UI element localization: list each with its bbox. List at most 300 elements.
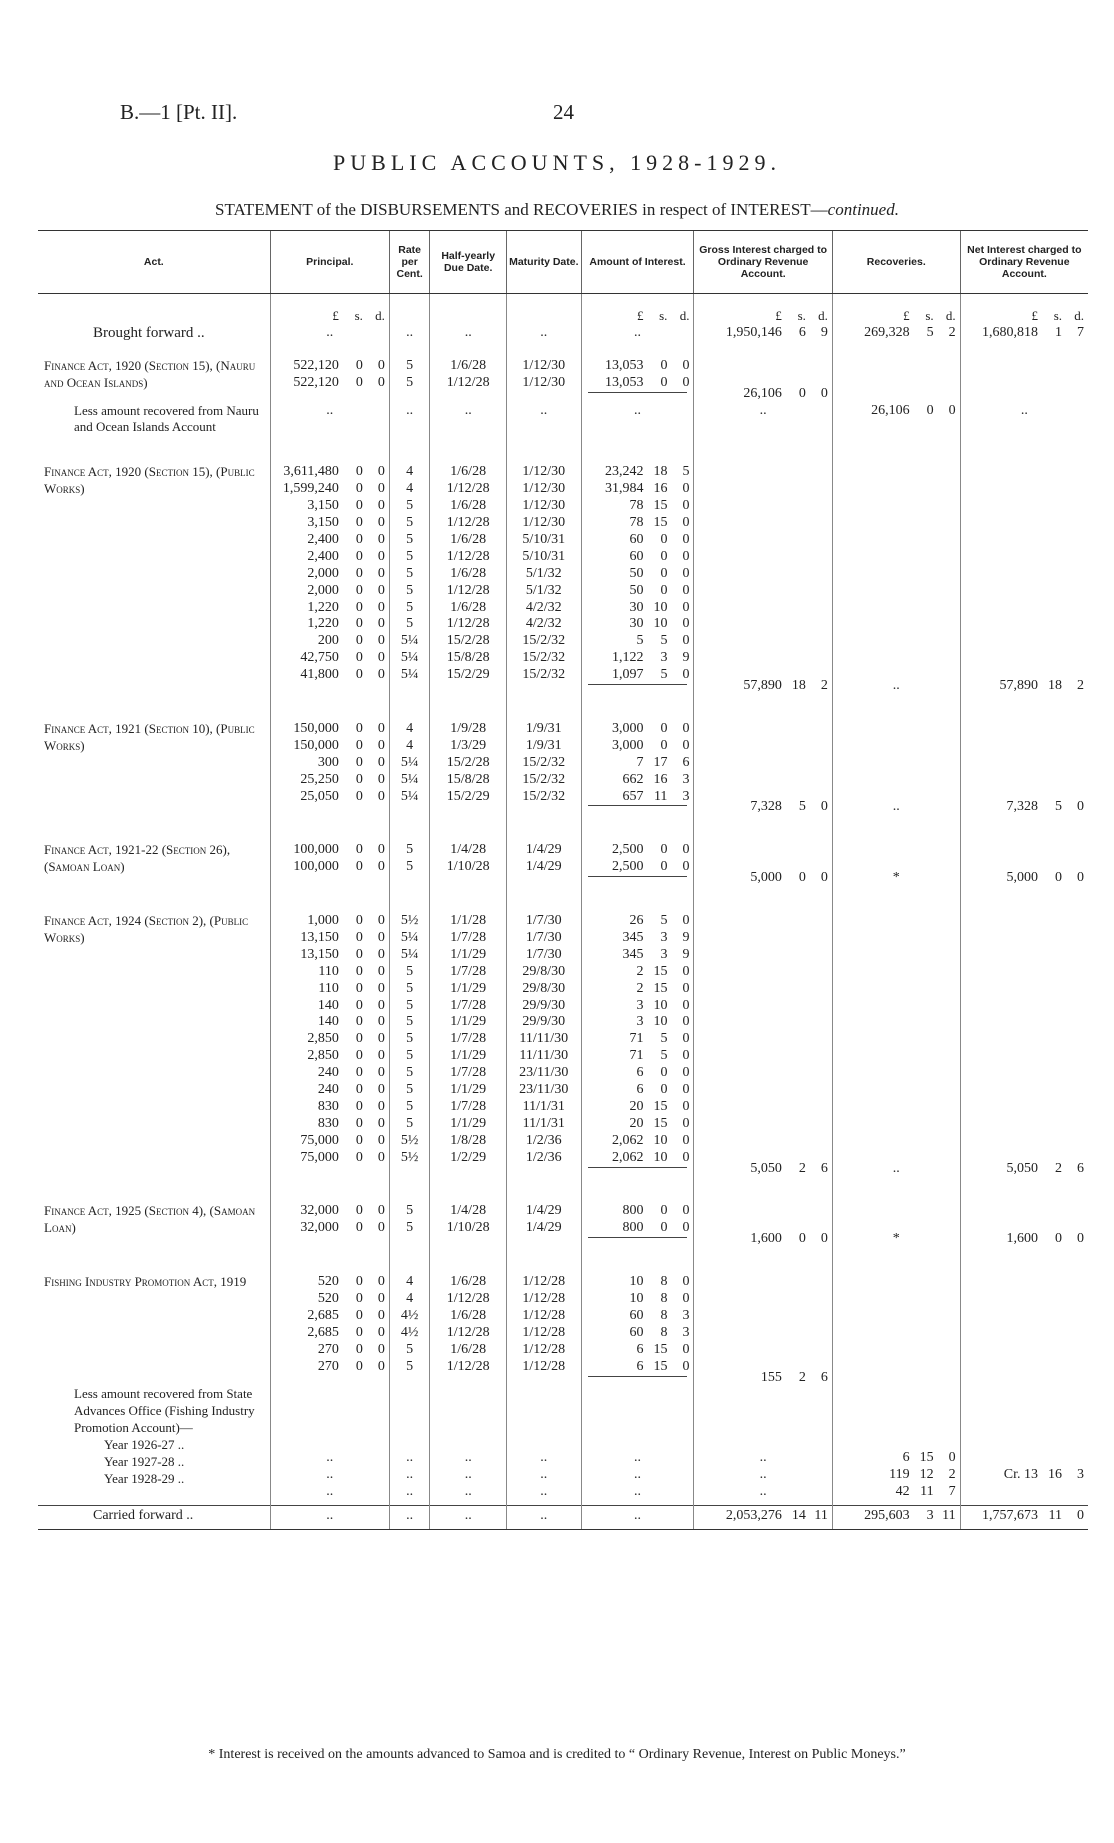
maturity-date: 4/2/32 (525, 599, 562, 615)
act-name: Finance Act, 1921-22 (Section 26), (Samoan Loan) (44, 842, 231, 875)
document-reference: B.—1 [Pt. II]. (120, 100, 238, 124)
maturity-date: 1/12/28 (522, 1358, 566, 1374)
currency-s: s. (797, 308, 806, 323)
principal-amount-shillings: 0 (355, 1065, 363, 1081)
brought-forward-label: Brought forward .. (93, 324, 205, 341)
rate-value: 5 (406, 1341, 414, 1357)
maturity-date-list (507, 721, 581, 806)
maturity-date-list (507, 1203, 581, 1237)
principal-amount (271, 1203, 389, 1220)
act-section (38, 842, 1088, 887)
due-date: 1/12/28 (446, 1358, 490, 1374)
interest-amount-pounds: 2 (636, 963, 644, 979)
gross-interest (694, 842, 831, 887)
currency-d: d. (679, 308, 690, 323)
maturity-date: 1/2/36 (525, 1149, 562, 1165)
maturity-date-list (507, 913, 581, 1167)
rate-value: 5¼ (400, 667, 419, 683)
principal-amount-shillings: 0 (355, 481, 363, 497)
principal-amount-shillings: 0 (355, 531, 363, 547)
principal-amount-pence: 0 (377, 1149, 385, 1165)
principal-amount-shillings: 0 (355, 1291, 363, 1307)
interest-amount-shillings: 0 (660, 548, 668, 564)
rate-value: 5 (406, 1358, 414, 1374)
maturity-date-list (507, 842, 581, 876)
principal-amount-pence: 0 (377, 650, 385, 666)
rate-value: 5 (406, 565, 414, 581)
due-date-list (430, 842, 506, 876)
interest-amount-pounds: 60 (629, 548, 644, 564)
interest-amount-shillings: 8 (660, 1291, 668, 1307)
year-recovery-shillings: 11 (920, 1484, 934, 1500)
rate-value: 4 (406, 464, 414, 480)
principal-amount-pence: 0 (377, 997, 385, 1013)
principal-amount-pounds: 150,000 (293, 737, 339, 753)
principal-amount-shillings: 0 (355, 997, 363, 1013)
principal-amount-pounds: 830 (317, 1099, 339, 1114)
principal-amount-pounds: 13,150 (300, 946, 339, 962)
interest-amount (582, 481, 694, 498)
spacer-row (38, 344, 1088, 358)
interest-amount-pounds: 10 (629, 1274, 644, 1290)
due-date: 1/1/29 (450, 1014, 487, 1030)
due-date: 1/12/28 (446, 515, 490, 531)
gross-interest (694, 464, 831, 695)
maturity-date: 11/11/30 (519, 1048, 569, 1064)
rate-value: 5 (406, 357, 414, 373)
interest-amount (582, 1203, 694, 1220)
interest-amount-pounds: 50 (629, 582, 644, 598)
spacer-row (38, 887, 1088, 913)
interest-amount (582, 981, 694, 998)
rate-value: 5 (406, 582, 414, 598)
interest-amount-pence: 0 (682, 515, 690, 531)
principal-amount-shillings: 0 (355, 859, 363, 875)
interest-amount-shillings: 8 (660, 1324, 668, 1340)
year-recovery-pence: 0 (948, 1450, 956, 1466)
brought-forward-net-shillings: 1 (1055, 324, 1062, 340)
interest-amount-shillings: 16 (653, 771, 668, 787)
carried-forward-net-pence: 0 (1077, 1508, 1084, 1524)
principal-amount-pence: 0 (377, 1341, 385, 1357)
year-recovery (833, 1484, 960, 1501)
subtotal-rule (588, 1237, 688, 1238)
interest-amount-shillings: 15 (653, 1099, 668, 1114)
net-interest (961, 1203, 1088, 1248)
interest-amount (582, 1133, 694, 1150)
due-date: 1/1/29 (450, 946, 487, 962)
rate-value: 5 (406, 599, 414, 615)
principal-amount-pence: 0 (377, 754, 385, 770)
interest-amount-pounds: 5 (636, 633, 644, 649)
maturity-date: 29/9/30 (522, 1014, 566, 1030)
principal-amount-pounds: 1,220 (307, 616, 339, 632)
due-date: 1/12/28 (446, 548, 490, 564)
principal-amount-pence: 0 (377, 1082, 385, 1098)
recoveries-amount-shillings: 0 (926, 402, 934, 418)
interest-amount-pounds: 6 (636, 1341, 644, 1357)
dots: .. (759, 402, 767, 418)
principal-amount-shillings: 0 (355, 565, 363, 581)
net-interest-pounds: 7,328 (1006, 799, 1038, 815)
rate-value: 4 (406, 720, 414, 736)
dots: .. (634, 1450, 641, 1466)
principal-amount-shillings: 0 (355, 1031, 363, 1047)
dots: .. (406, 1450, 414, 1466)
rate-value: 5 (406, 548, 414, 564)
principal-amount-shillings: 0 (355, 1132, 363, 1148)
interest-amount (582, 532, 694, 549)
net-credit-pounds: Cr. 13 (1003, 1467, 1038, 1483)
interest-amount-pence: 0 (682, 481, 690, 497)
principal-amount-pence: 0 (377, 963, 385, 979)
subtotal-rule (588, 876, 688, 877)
act-name: Finance Act, 1920 (Section 15), (Public Works) (44, 464, 255, 497)
dots: .. (540, 324, 548, 340)
dots: .. (406, 324, 414, 340)
principal-amount-shillings: 0 (355, 1324, 363, 1340)
due-date: 1/6/28 (450, 1307, 487, 1323)
net-interest (961, 842, 1088, 887)
interest-amount-pence: 9 (682, 946, 690, 962)
due-date: 1/2/29 (450, 1149, 487, 1165)
rate-value: 5¼ (400, 771, 419, 787)
due-date: 1/7/28 (450, 929, 487, 945)
principal-amount-shillings: 0 (355, 963, 363, 979)
carried-forward-row (38, 1506, 1088, 1530)
principal-amount (271, 859, 389, 876)
interest-amount-shillings: 5 (660, 1031, 668, 1047)
dots: .. (464, 1450, 472, 1466)
currency-s: s. (659, 308, 668, 323)
interest-amount-pounds: 13,053 (604, 357, 644, 373)
gross-interest-shillings: 2 (798, 1369, 806, 1385)
gross-interest-shillings: 2 (798, 1160, 806, 1176)
maturity-date: 1/9/31 (525, 737, 562, 753)
maturity-date: 15/2/32 (522, 667, 566, 683)
principal-amount (271, 1014, 389, 1031)
principal-amount-pounds: 100,000 (293, 842, 339, 858)
principal-amount-pence: 0 (377, 771, 385, 787)
interest-amount-shillings: 5 (660, 1048, 668, 1064)
maturity-date: 1/12/30 (522, 498, 566, 514)
due-date: 1/9/28 (450, 720, 487, 736)
principal-amount (271, 358, 389, 375)
due-date: 1/6/28 (450, 498, 487, 514)
maturity-date: 1/7/30 (525, 929, 562, 945)
due-date-list (430, 913, 506, 1167)
due-date-list (430, 1274, 506, 1375)
interest-amount-pence: 0 (682, 1115, 690, 1131)
rate-value: 5½ (400, 913, 419, 929)
principal-amount-shillings: 0 (355, 737, 363, 753)
dots: .. (406, 402, 414, 418)
due-date: 1/1/29 (450, 980, 487, 996)
dots-list (694, 1386, 831, 1501)
dots: .. (464, 1484, 472, 1500)
principal-amount-pence: 0 (377, 599, 385, 615)
interest-amount (582, 755, 694, 772)
rate-value: 5 (406, 842, 414, 858)
carried-forward-net-pounds: 1,757,673 (982, 1508, 1038, 1524)
principal-amount-pounds: 32,000 (300, 1203, 339, 1219)
dots: .. (464, 324, 472, 340)
rate-value: 5 (406, 515, 414, 531)
currency-s: s. (354, 308, 363, 323)
interest-amount (582, 1220, 694, 1237)
maturity-date: 1/4/29 (525, 859, 562, 875)
due-date: 1/6/28 (450, 565, 487, 581)
maturity-date: 1/12/30 (522, 515, 566, 531)
recoveries-asterisk: * (892, 870, 900, 886)
interest-amount-shillings: 10 (653, 1132, 668, 1148)
rate-value: 5 (406, 374, 414, 390)
due-date: 1/12/28 (446, 1324, 490, 1340)
interest-amount-shillings: 0 (660, 842, 668, 858)
principal-amount-shillings: 0 (355, 515, 363, 531)
principal-amount-pence: 0 (377, 1048, 385, 1064)
principal-amount-pounds: 13,150 (300, 929, 339, 945)
principal-amount-pounds: 2,850 (307, 1048, 339, 1064)
interest-amount-shillings: 0 (660, 531, 668, 547)
col-gross-interest: Gross Interest charged to Ordinary Revenue Account. (694, 231, 832, 294)
interest-amount (582, 1065, 694, 1082)
dots-list (507, 1386, 581, 1501)
rate-value: 5 (406, 498, 414, 514)
interest-amount-shillings: 0 (660, 1203, 668, 1219)
interest-amount (582, 464, 694, 481)
principal-amount-pounds: 240 (317, 1082, 339, 1098)
interest-amount-pounds: 26 (629, 913, 644, 929)
currency-d: d. (1074, 308, 1084, 323)
interest-amount-pence: 0 (682, 1274, 690, 1290)
interest-amount-pounds: 7 (636, 754, 644, 770)
due-date: 15/2/29 (446, 788, 490, 804)
year-list (44, 1437, 270, 1488)
principal-amount-pounds: 240 (317, 1065, 339, 1081)
rate-list (390, 1203, 429, 1237)
carried-forward-recoveries-pounds: 295,603 (864, 1508, 910, 1524)
net-interest-shillings: 0 (1055, 870, 1062, 886)
net-interest (961, 721, 1088, 816)
principal-amount (271, 842, 389, 859)
dots: .. (634, 402, 641, 418)
interest-amount-pounds: 78 (629, 515, 644, 531)
maturity-date: 1/7/30 (525, 913, 562, 929)
principal-amount-pence: 0 (377, 1324, 385, 1340)
principal-amount (271, 913, 389, 930)
principal-amount-pence: 0 (377, 929, 385, 945)
brought-forward-net-pence: 7 (1077, 324, 1084, 340)
maturity-date: 1/12/28 (522, 1307, 566, 1323)
maturity-date: 1/12/28 (522, 1274, 566, 1290)
year-recovery-shillings: 12 (919, 1467, 934, 1483)
net-credit (961, 1386, 1088, 1484)
due-date: 1/6/28 (450, 357, 487, 373)
year-recovery-pounds: 42 (895, 1484, 910, 1500)
principal-amount-pence: 0 (377, 1014, 385, 1030)
principal-amount (271, 566, 389, 583)
due-date: 15/8/28 (446, 771, 490, 787)
col-due-date: Half-yearly Due Date. (430, 231, 507, 294)
principal-list (271, 913, 389, 1167)
interest-amount (582, 947, 694, 964)
interest-amount-pence: 9 (682, 650, 690, 666)
principal-amount (271, 650, 389, 667)
principal-amount-pounds: 32,000 (300, 1220, 339, 1236)
interest-amount (582, 1014, 694, 1031)
interest-amount-pounds: 60 (629, 1307, 644, 1323)
subtotal-rule (588, 805, 688, 806)
principal-amount (271, 1342, 389, 1359)
subtotal-rule (588, 1167, 688, 1168)
principal-amount-pence: 0 (377, 980, 385, 996)
due-date: 1/1/29 (450, 1082, 487, 1098)
rate-value: 4 (406, 737, 414, 753)
interest-amount-list (582, 913, 694, 1168)
maturity-date: 1/12/30 (522, 374, 566, 390)
principal-amount-pence: 0 (377, 616, 385, 632)
carried-forward-net (961, 1508, 1088, 1525)
act-section (38, 721, 1088, 816)
rate-value: 5 (406, 1048, 414, 1064)
principal-amount (271, 930, 389, 947)
principal-amount-pounds: 270 (317, 1341, 339, 1357)
interest-amount (582, 549, 694, 566)
due-date: 1/6/28 (450, 1274, 487, 1290)
due-date: 1/7/28 (450, 1065, 487, 1081)
currency-net (961, 308, 1088, 325)
maturity-date: 11/11/30 (519, 1031, 569, 1047)
interest-amount-pence: 0 (682, 1203, 690, 1219)
principal-list (271, 1203, 389, 1237)
interest-amount-pounds: 345 (622, 946, 644, 962)
currency-d: d. (945, 308, 956, 323)
rate-value: 5¼ (400, 754, 419, 770)
gross-interest-shillings: 0 (798, 1231, 806, 1247)
interest-amount-shillings: 10 (653, 599, 668, 615)
principal-amount (271, 515, 389, 532)
dots: .. (634, 324, 641, 340)
less-recovered-label: Less amount recovered from Nauru and Ocean Islands Account (74, 402, 259, 435)
interest-amount-pounds: 60 (629, 1324, 644, 1340)
interest-amount-list (582, 358, 694, 393)
principal-amount (271, 375, 389, 392)
rate-value: 5 (406, 1065, 414, 1081)
interest-amount (582, 721, 694, 738)
net-interest-pounds: 5,050 (1006, 1160, 1038, 1176)
subtotal-rule (588, 684, 688, 685)
interest-amount (582, 1031, 694, 1048)
dots: .. (464, 1467, 472, 1483)
interest-amount (582, 913, 694, 930)
brought-forward-net-pounds: 1,680,818 (982, 324, 1038, 340)
due-date: 1/1/29 (450, 1115, 487, 1131)
gross-interest-shillings: 18 (791, 678, 806, 694)
principal-amount-shillings: 0 (355, 946, 363, 962)
due-date: 15/2/28 (446, 633, 490, 649)
interest-amount-pounds: 2 (636, 980, 644, 996)
net-interest-pence: 6 (1077, 1160, 1084, 1176)
dots: .. (326, 1450, 334, 1466)
brought-forward-recoveries-pence: 2 (948, 324, 956, 340)
net-interest-pence: 0 (1077, 870, 1084, 886)
interest-amount-pounds: 30 (629, 616, 644, 632)
due-date: 1/7/28 (450, 1031, 487, 1047)
principal-amount-pounds: 200 (317, 633, 339, 649)
principal-amount-pounds: 140 (317, 997, 339, 1013)
gross-interest-pounds: 5,000 (750, 870, 782, 886)
interest-amount-shillings: 8 (660, 1274, 668, 1290)
interest-amount-shillings: 10 (653, 1149, 668, 1165)
gross-interest-shillings: 0 (798, 870, 806, 886)
rate-value: 5½ (400, 1132, 419, 1148)
dots-list (390, 1386, 429, 1501)
dots: .. (892, 678, 900, 694)
principal-amount-pounds: 75,000 (300, 1132, 339, 1148)
rate-value: 5 (406, 1115, 414, 1131)
rate-value: 5¼ (400, 633, 419, 649)
interest-amount-shillings: 0 (660, 357, 668, 373)
rate-value: 5 (406, 980, 414, 996)
interest-amount-shillings: 10 (653, 616, 668, 632)
rate-list (390, 842, 429, 876)
less-recovered-row (38, 403, 1088, 437)
maturity-date: 23/11/30 (519, 1082, 569, 1098)
rate-list (390, 1274, 429, 1375)
principal-amount (271, 549, 389, 566)
principal-list (271, 721, 389, 806)
spacer-row (38, 816, 1088, 842)
principal-amount (271, 600, 389, 617)
principal-amount-pence: 0 (377, 788, 385, 804)
carried-forward-gross-pence: 11 (814, 1508, 828, 1524)
interest-amount-pence: 0 (682, 842, 690, 858)
principal-amount (271, 583, 389, 600)
gross-interest-pence: 6 (820, 1160, 828, 1176)
interest-amount-pounds: 2,062 (611, 1149, 644, 1165)
principal-list (271, 842, 389, 876)
dots: .. (540, 1450, 548, 1466)
principal-amount (271, 1031, 389, 1048)
gross-interest (694, 721, 831, 816)
principal-amount-pounds: 522,120 (293, 357, 339, 373)
principal-amount-pounds: 2,685 (307, 1324, 339, 1340)
spacer-row (38, 1248, 1088, 1274)
rate-value: 5 (406, 963, 414, 979)
rate-value: 5½ (400, 1149, 419, 1165)
interest-amount-shillings: 3 (660, 946, 668, 962)
net-interest-pounds: 57,890 (999, 678, 1038, 694)
principal-amount-pence: 0 (377, 720, 385, 736)
dots: .. (464, 402, 472, 418)
principal-amount-pounds: 270 (317, 1358, 339, 1374)
interest-amount-pence: 0 (682, 633, 690, 649)
interest-amount-pounds: 60 (629, 531, 644, 547)
rate-value: 4 (406, 481, 414, 497)
due-date: 1/1/28 (450, 913, 487, 929)
principal-amount-pounds: 110 (318, 980, 339, 996)
act-name: Finance Act, 1921 (Section 10), (Public Works) (44, 720, 255, 753)
principal-amount-pence: 0 (377, 633, 385, 649)
dots: .. (759, 1450, 767, 1466)
interest-amount-pounds: 20 (629, 1115, 644, 1131)
brought-forward-gross-pounds: 1,950,146 (725, 324, 782, 340)
interest-amount (582, 1099, 694, 1116)
interest-amount-pounds: 71 (629, 1031, 644, 1047)
principal-amount-shillings: 0 (355, 357, 363, 373)
interest-amount-shillings: 5 (660, 633, 668, 649)
